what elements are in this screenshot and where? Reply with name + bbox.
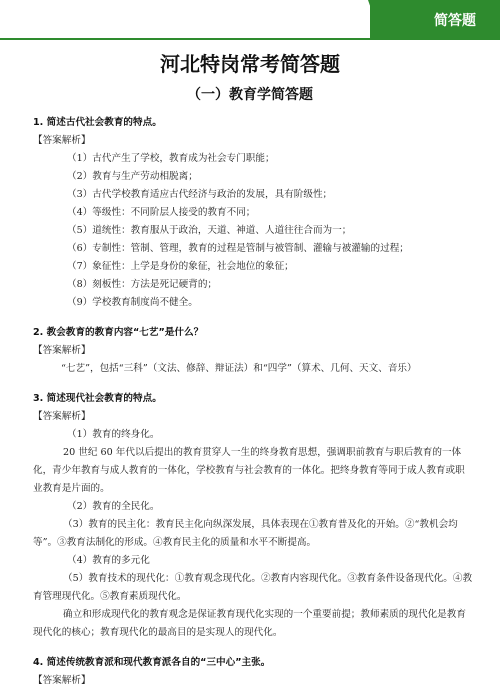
question-1: 1. 简述古代社会教育的特点。 <box>33 117 162 128</box>
answer-paragraph: 20 世纪 60 年代以后提出的教育贯穿人一生的终身教育思想，强调职前教育与职后教育的一体化，青少年教育与成人教育的一体化，学校教育与社会教育的一体化。把终身教育等同于成人教育或职业教育是片面的。 <box>33 447 465 494</box>
question-2: 2. 教会教育的教育内容“七艺”是什么？ <box>33 327 204 338</box>
category-badge: 简答题 <box>434 13 476 29</box>
answer-paragraph: 确立和形成现代化的教育观念是保证教育现代化实现的一个重要前提；教师素质的现代化是教育现代化的核心；教育现代化的最高目的是实现人的现代化。 <box>33 609 466 638</box>
answer-label-3: 【答案解析】 <box>33 411 91 422</box>
answer-label-1: 【答案解析】 <box>33 135 91 146</box>
answer-line: （4）教育的多元化 <box>67 555 150 566</box>
answer-label-4: 【答案解析】 <box>33 675 91 686</box>
answer-line: （1）古代产生了学校，教育成为社会专门职能； <box>67 153 275 164</box>
answer-line: （6）专制性：管制、管理，教育的过程是管制与被管制、灌输与被灌输的过程； <box>67 243 409 254</box>
answer-line: （2）教育与生产劳动相脱离； <box>67 171 198 182</box>
page-subtitle: （一）教育学简答题 <box>187 87 313 103</box>
question-4: 4. 简述传统教育派和现代教育派各自的“三中心”主张。 <box>33 657 271 668</box>
question-3: 3. 简述现代社会教育的特点。 <box>33 393 162 404</box>
header-rule <box>0 38 382 40</box>
answer-line: （1）教育的终身化。 <box>67 429 160 440</box>
answer-line: （4）等级性：不同阶层人接受的教育不同； <box>67 207 256 218</box>
answer-line: （8）刻板性：方法是死记硬背的； <box>67 279 218 290</box>
answer-line: （5）道统性：教育服从于政治，天道、神道、人道往往合而为一； <box>67 225 352 236</box>
answer-paragraph: （5）教育技术的现代化：①教育观念现代化。②教育内容现代化。③教育条件设备现代化。④教育管理现代化。⑤教育素质现代化。 <box>33 573 473 602</box>
document-body <box>33 114 473 690</box>
answer-line: “七艺”，包括“三科”（文法、修辞、辩证法）和“四学”（算术、几何、天文、音乐） <box>61 363 417 374</box>
answer-line: （3）古代学校教育适应古代经济与政治的发展，具有阶级性； <box>67 189 333 200</box>
answer-paragraph: （3）教育的民主化：教育民主化向纵深发展，具体表现在①教育普及化的开始。②“教机会均等”。③教育法制化的形成。④教育民主化的质量和水平不断提高。 <box>33 519 458 548</box>
answer-line: （7）象征性：上学是身份的象征，社会地位的象征； <box>67 261 294 272</box>
answer-line: （2）教育的全民化。 <box>67 501 160 512</box>
answer-label-2: 【答案解析】 <box>33 345 91 356</box>
answer-line: （9）学校教育制度尚不健全。 <box>67 297 198 308</box>
header-bar <box>0 0 500 42</box>
page-title: 河北特岗常考简答题 <box>160 52 340 76</box>
